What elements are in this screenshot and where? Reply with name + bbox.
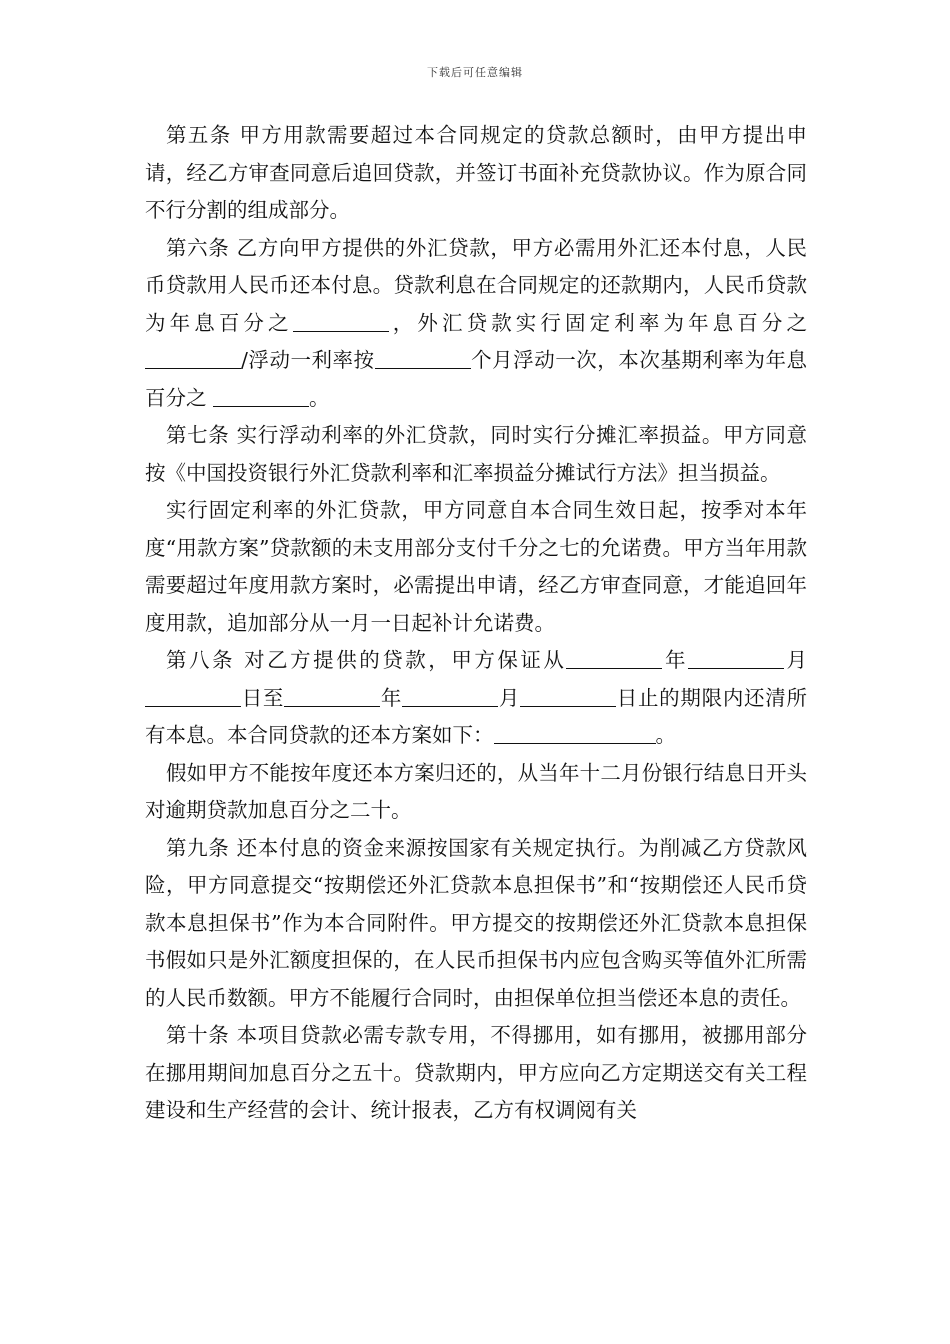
article-8-text-d: 日至	[241, 685, 285, 710]
article-7-fixed-rate: 实行固定利率的外汇贷款，甲方同意自本合同生效日起，按季对本年度“用款方案”贷款额的未支用部分支付千分之七的允诺费。甲方当年用款需要超过年度用款方案时，必需提出申请，经乙方审查同意，才能追回年度用款，追加部分从一月一日起补计允诺费。	[145, 498, 807, 635]
page-header: 下载后可任意编辑	[427, 66, 523, 79]
article-8-text-g: 日止的期限内还清所有本息。本合同贷款的还本方案如下：	[145, 685, 807, 747]
article-8-text-f: 月	[498, 685, 521, 710]
article-8-overdue: 假如甲方不能按年度还本方案归还的，从当年十二月份银行结息日开头对逾期贷款加息百分之二十。	[145, 760, 807, 822]
blank-start-year[interactable]	[566, 646, 662, 669]
article-5: 第五条 甲方用款需要超过本合同规定的贷款总额时，由甲方提出申请，经乙方审查同意后追回贷款，并签订书面补充贷款协议。作为原合同不行分割的组成部分。	[145, 123, 807, 222]
article-6-text-b: ，外汇贷款实行固定利率为年息百分之	[388, 310, 808, 335]
article-10: 第十条 本项目贷款必需专款专用，不得挪用，如有挪用，被挪用部分在挪用期间加息百分之五十。贷款期内，甲方应向乙方定期送交有关工程建设和生产经营的会计、统计报表，乙方有权调阅有关	[145, 1023, 807, 1122]
article-6-text-c: /浮动一利率按	[241, 348, 375, 372]
blank-end-year[interactable]	[284, 684, 380, 707]
article-8-text-e: 年	[380, 685, 403, 710]
article-6-text-d: 个月浮动一次，本次基期利率为年息百分之	[145, 348, 807, 410]
article-6	[145, 230, 807, 418]
article-7: 第七条 实行浮动利率的外汇贷款，同时实行分摊汇率损益。甲方同意按《中国投资银行外汇贷款利率和汇率损益分摊试行方法》担当损益。	[145, 423, 807, 485]
blank-base-rate[interactable]	[213, 384, 309, 407]
blank-float-months[interactable]	[375, 346, 471, 369]
blank-end-day[interactable]	[520, 684, 616, 707]
blank-start-month[interactable]	[688, 646, 784, 669]
blank-repayment-plan[interactable]	[494, 721, 656, 744]
article-8-text-a: 第八条 对乙方提供的贷款，甲方保证从	[166, 648, 567, 672]
article-9: 第九条 还本付息的资金来源按国家有关规定执行。为削减乙方贷款风险，甲方同意提交“按期偿还外汇贷款本息担保书”和“按期偿还人民币贷款本息担保书”作为本合同附件。甲方提交的按期偿还外汇贷款本息担保书假如只是外汇额度担保的，在人民币担保书内应包含购买等值外汇所需的人民币数额。甲方不能履行合同时，由担保单位担当偿还本息的责任。	[145, 835, 807, 1010]
article-8	[145, 642, 807, 755]
article-8-text-c: 月	[783, 648, 808, 672]
blank-start-day[interactable]	[145, 684, 241, 707]
article-6-text-a: 第六条 乙方向甲方提供的外汇贷款，甲方必需用外汇还本付息，人民币贷款用人民币还本付息。贷款利息在合同规定的还款期内，人民币贷款为年息百分之	[145, 235, 807, 335]
article-8-text-h: 。	[655, 723, 676, 747]
blank-fixed-rate[interactable]	[145, 346, 241, 369]
blank-rmb-rate[interactable]	[293, 309, 389, 332]
blank-end-month[interactable]	[402, 684, 498, 707]
document-body	[145, 117, 807, 1130]
article-8-text-b: 年	[662, 648, 688, 672]
article-6-text-e: 。	[309, 385, 330, 410]
